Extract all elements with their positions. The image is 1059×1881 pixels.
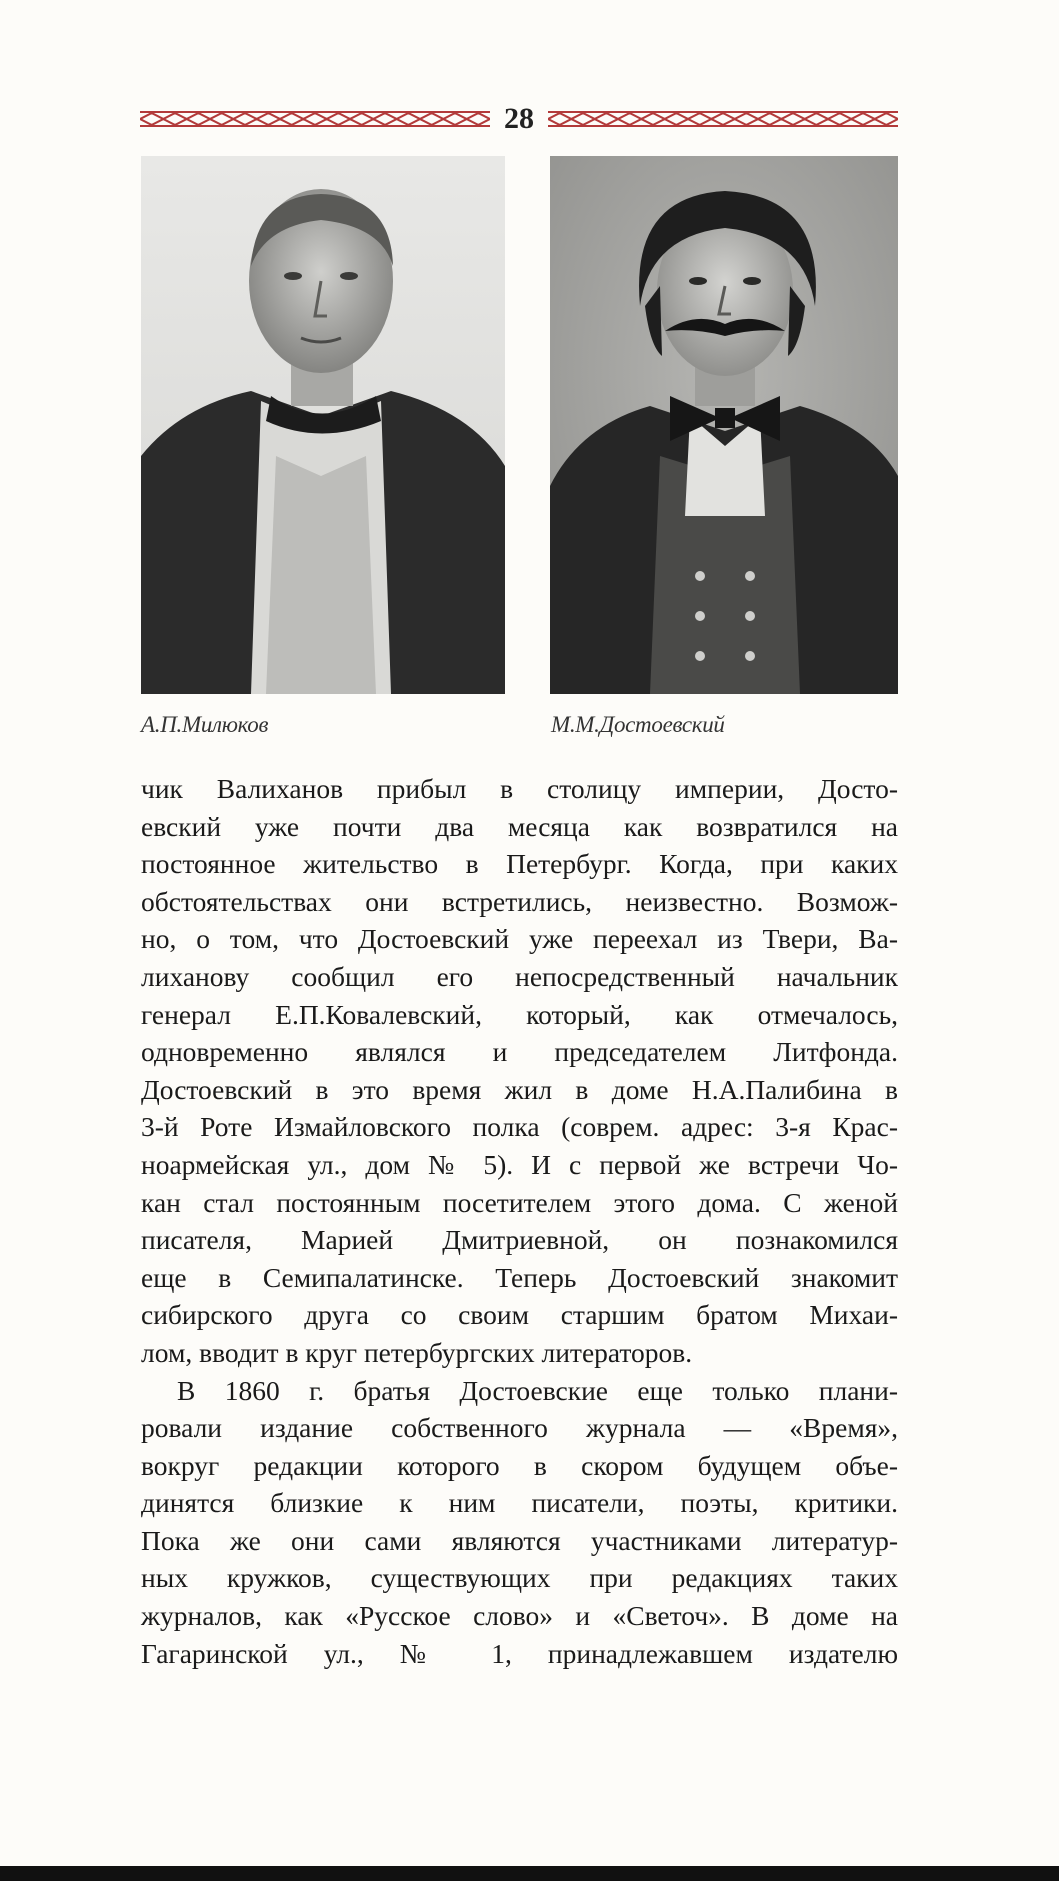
- text-line: одновременно являлся и председателем Литфонда.: [141, 1036, 898, 1068]
- text-line: сибирского друга со своим старшим братом Михаи-: [141, 1299, 898, 1331]
- scan-bottom-edge: [0, 1866, 1059, 1881]
- text-line: В 1860 г. братья Достоевские еще только плани-: [177, 1374, 898, 1406]
- text-line: Гагаринской ул., № 1, принадлежавшем издателю: [141, 1637, 898, 1669]
- text-line: лиханову сообщил его непосредственный начальник: [141, 960, 898, 992]
- ornament-right: [548, 108, 898, 130]
- text-line: ровали издание собственного журнала — «Время»,: [141, 1412, 898, 1444]
- text-line: лом, вводит в круг петербургских литераторов.: [141, 1336, 693, 1368]
- text-line: обстоятельствах они встретились, неизвестно. Возмож-: [141, 885, 898, 917]
- text-line: писателя, Марией Дмитриевной, он познакомился: [141, 1224, 898, 1256]
- text-line: кан стал постоянным посетителем этого дома. С женой: [141, 1186, 898, 1218]
- text-line: евский уже почти два месяца как возвратился на: [141, 810, 898, 842]
- text-line: чик Валиханов прибыл в столицу империи, Досто-: [141, 773, 898, 804]
- running-header: [140, 104, 898, 134]
- text-line: Пока же они сами являются участниками литератур-: [141, 1524, 898, 1556]
- photo-caption: А.П.Милюков: [141, 712, 269, 737]
- text-line: динятся близкие к ним писатели, поэты, критики.: [141, 1487, 898, 1519]
- text-line: но, о том, что Достоевский уже переехал из Твери, Ва-: [141, 923, 898, 955]
- text-line: постоянное жительство в Петербург. Когда, при каких: [141, 848, 898, 880]
- portrait-photo-milyukov: [141, 156, 505, 694]
- body-text: [141, 770, 898, 1672]
- text-line: журналов, как «Русское слово» и «Светоч». В доме на: [141, 1600, 898, 1632]
- text-line: вокруг редакции которого в скором будущем объе-: [141, 1449, 898, 1481]
- photo-caption: М.М.Достоевский: [551, 712, 725, 737]
- text-line: Достоевский в это время жил в доме Н.А.Палибина в: [141, 1073, 898, 1105]
- text-line: еще в Семипалатинске. Теперь Достоевский знакомит: [141, 1261, 898, 1293]
- text-line: ноармейская ул., дом № 5). И с первой же встречи Чо-: [141, 1148, 898, 1180]
- portrait-photo-dostoevsky: [550, 156, 898, 694]
- text-line: ных кружков, существующих при редакциях таких: [141, 1562, 898, 1594]
- ornament-left: [140, 108, 490, 130]
- page-number: 28: [504, 102, 534, 135]
- text-line: генерал Е.П.Ковалевский, который, как отмечалось,: [141, 998, 898, 1030]
- text-line: 3-й Роте Измайловского полка (соврем. адрес: 3-я Крас-: [141, 1111, 898, 1143]
